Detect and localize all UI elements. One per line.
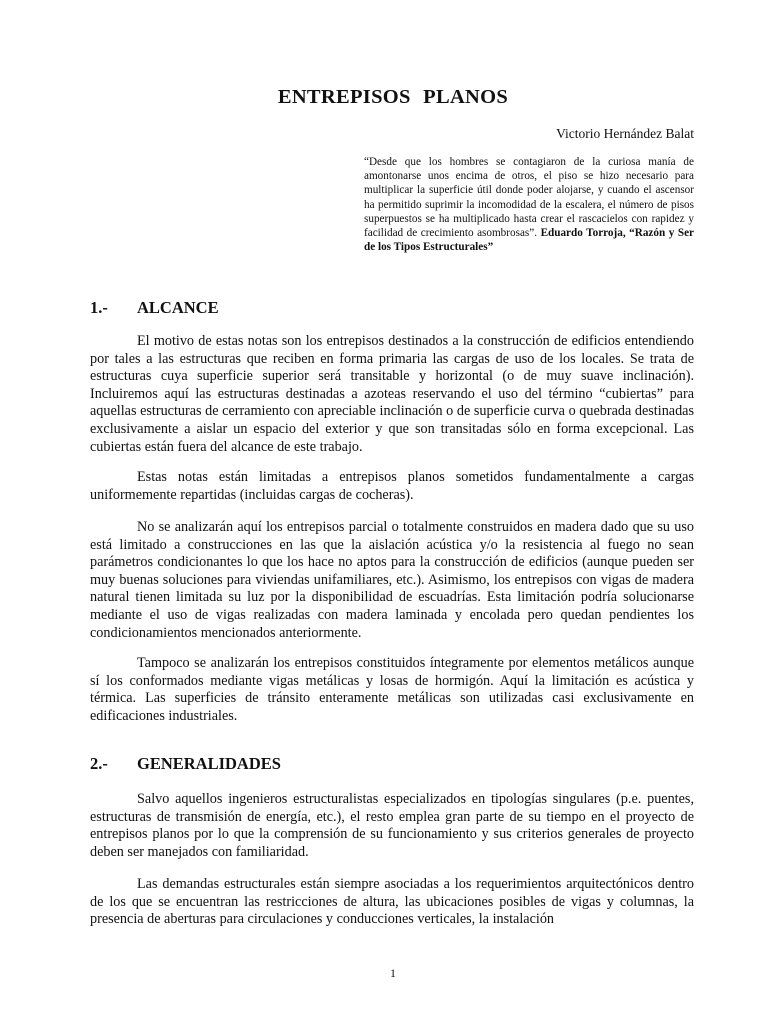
paragraph: El motivo de estas notas son los entrepisos destinados a la construcción de edificios entendiendo por tales a las estructuras que reciben en forma primaria las cargas de uso de los locales. Se trata de estructuras cuya superficie superior será transitable y horizontal (o de muy suave inclinación). Incluiremos aquí las estructuras destinadas a azoteas reservando el uso del término “cubiertas” para aquellas estructuras de cerramiento con apreciable inclinación o de superficie curva o quebrada destinadas exclusivamente a aislar un espacio del exterior y que son transitadas sólo en forma excepcional. Las cubiertas están fuera del alcance de este trabajo. [90,333,694,455]
section-heading-generalidades [90,754,281,774]
epigraph [364,155,694,254]
document-title: ENTREPISOS PLANOS [277,86,509,108]
section-heading-alcance [90,298,219,318]
author-name: Victorio Hernández Balat [556,126,694,141]
paragraph: Las demandas estructurales están siempre asociadas a los requerimientos arquitectónicos dentro de los que se encuentran las restricciones de altura, las ubicaciones posibles de vigas y columnas, la presencia de aberturas para circulaciones y conducciones verticales, la instalación [90,876,694,928]
epigraph-attribution: Eduardo Torroja, “Razón y Ser de los Tipos Estructurales” [364,227,694,254]
paragraph: Estas notas están limitadas a entrepisos planos sometidos fundamentalmente a cargas uniformemente repartidas (incluidas cargas de cocheras). [90,469,694,503]
section-title: GENERALIDADES [137,754,281,773]
page-number: 1 [390,966,396,980]
paragraph: Salvo aquellos ingenieros estructuralistas especializados en tipologías singulares (p.e. puentes, estructuras de transmisión de energía, etc.), el resto emplea gran parte de su tiempo en el proyecto de entrepisos planos por lo que la comprensión de su funcionamiento y sus criterios generales de proyecto deben ser manejados con familiaridad. [90,791,694,860]
paragraph: No se analizarán aquí los entrepisos parcial o totalmente construidos en madera dado que su uso está limitado a construcciones en las que la aislación acústica y/o la resistencia al fuego no sean parámetros condicionantes lo que los hace no aptos para la construcción de edificios (aunque pueden ser muy buenas soluciones para viviendas unifamiliares, etc.). Asimismo, los entrepisos con vigas de madera natural tienen limitada su luz por la disponibilidad de escuadrías. Esta limitación podría solucionarse mediante el uso de vigas realizadas con madera laminada y encolada pero quedan pendientes los condicionamientos mencionados anteriormente. [90,519,694,641]
section-number: 2.- [90,754,108,773]
epigraph-text: “Desde que los hombres se contagiaron de la curiosa manía de amontonarse unos encima de otros, el piso se hizo necesario para multiplicar la superficie útil donde poder alojarse, y cuando el ascensor ha permitido suprimir la incomodidad de la escalera, el número de pisos superpuestos se ha multiplicado hasta crear el rascacielos con rapidez y facilidad de crecimiento asombrosas”. [364,156,694,240]
section-number: 1.- [90,298,108,317]
section-title: ALCANCE [137,298,219,317]
paragraph: Tampoco se analizarán los entrepisos constituidos íntegramente por elementos metálicos aunque sí los conformados mediante vigas metálicas y losas de hormigón. Aquí la limitación es acústica y térmica. Las superficies de tránsito enteramente metálicas son utilizadas casi exclusivamente en edificaciones industriales. [90,655,694,724]
